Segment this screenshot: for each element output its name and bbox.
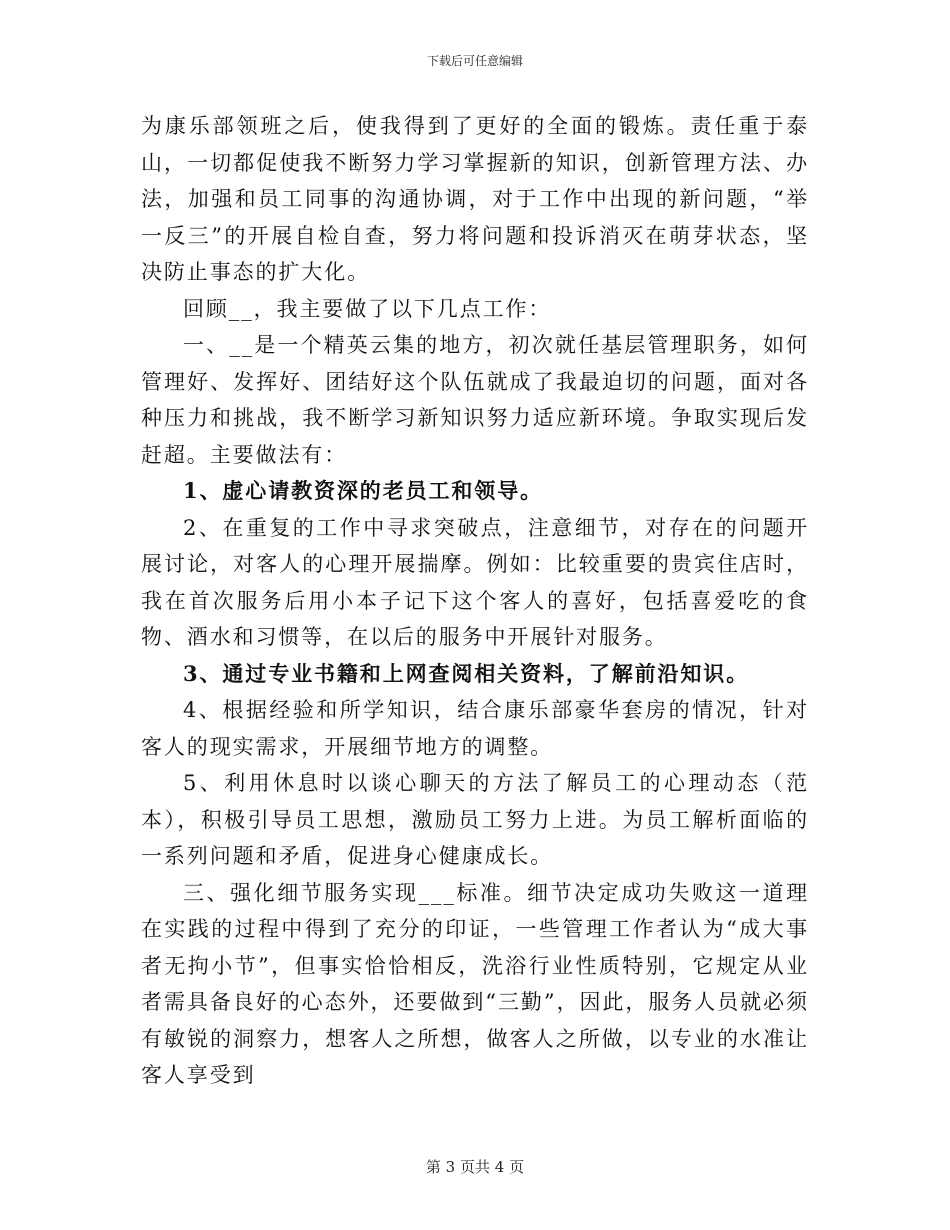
list-item-4: 4、根据经验和所学知识，结合康乐部豪华套房的情况，针对客人的现实需求，开展细节地方的调整。	[141, 698, 809, 759]
paragraph-section-one: 一、__是一个精英云集的地方，初次就任基层管理职务，如何管理好、发挥好、团结好这个队伍就成了我最迫切的问题，面对各种压力和挑战，我不断学习新知识努力适应新环境。争取实现后发赶超。主要做法有：	[141, 333, 809, 467]
list-item-3: 3、通过专业书籍和上网查阅相关资料，了解前沿知识。	[183, 660, 750, 686]
list-item-2: 2、在重复的工作中寻求突破点，注意细节，对存在的问题开展讨论，对客人的心理开展揣摩。例如：比较重要的贵宾住店时，我在首次服务后用小本子记下这个客人的喜好，包括喜爱吃的食物、酒水和习惯等，在以后的服务中开展针对服务。	[141, 515, 809, 649]
page-number-footer: 第 3 页共 4 页	[425, 1158, 525, 1176]
paragraph-section-three: 三、强化细节服务实现___标准。细节决定成功失败这一道理在实践的过程中得到了充分的印证，一些管理工作者认为“成大事者无拘小节”，但事实恰恰相反，洗浴行业性质特别，它规定从业者需具备良好的心态外，还要做到“三勤”，因此，服务人员就必须有敏锐的洞察力，想客人之所想，做客人之所做，以专业的水准让客人享受到	[141, 880, 809, 1087]
list-item-5: 5、利用休息时以谈心聊天的方法了解员工的心理动态（范本），积极引导员工思想，激励员工努力上进。为员工解析面临的一系列问题和矛盾，促进身心健康成长。	[141, 771, 809, 868]
paragraph-review-intro: 回顾__，我主要做了以下几点工作：	[183, 296, 552, 321]
document-body	[141, 108, 809, 1094]
list-item-1: 1、虚心请教资深的老员工和领导。	[183, 478, 544, 503]
page-header: 下载后可任意编辑	[426, 54, 523, 68]
paragraph-continuation: 为康乐部领班之后，使我得到了更好的全面的锻炼。责任重于泰山，一切都促使我不断努力学习掌握新的知识，创新管理方法、办法，加强和员工同事的沟通协调，对于工作中出现的新问题，“举一反三”的开展自检自查，努力将问题和投诉消灭在萌芽状态，坚决防止事态的扩大化。	[141, 114, 809, 284]
